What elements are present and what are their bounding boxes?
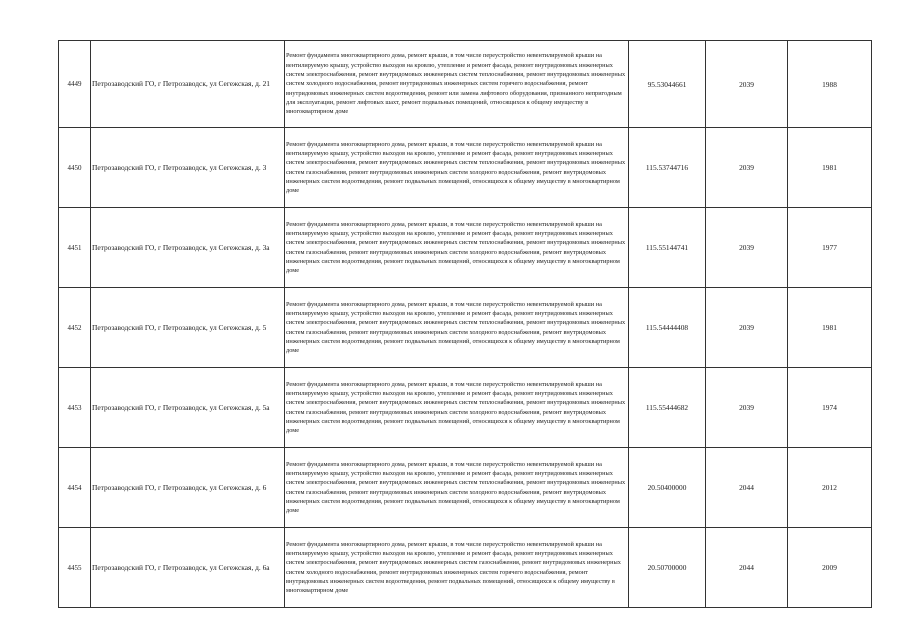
build-year-cell: 1981 (788, 128, 872, 208)
works-cell: Ремонт фундамента многоквартирного дома, ремонт крыши, в том числе переустройство невентилируемой крыши на вентилируемую крышу, устройство выходов на кровлю, утепление и ремонт фасада, ремонт внутридомовых инженерных систем электроснабжения, ремонт внутридомовых инженерных систем теплоснабжения, ремонт внутридомовых инженерных систем газоснабжения, ремонт внутридомовых инженерных систем холодного водоснабжения, ремонт внутридомовых инженерных систем водоотведения, ремонт подвальных помещений, относящихся к общему имуществу в многоквартирном доме (285, 368, 629, 448)
row-number: 4453 (59, 368, 91, 448)
value-cell: 115.55444682 (629, 368, 706, 448)
table-row (59, 448, 872, 528)
table-row (59, 528, 872, 608)
address-cell: Петрозаводский ГО, г Петрозаводск, ул Сегежская, д. 5а (91, 368, 285, 448)
value-cell: 115.54444408 (629, 288, 706, 368)
works-cell: Ремонт фундамента многоквартирного дома, ремонт крыши, в том числе переустройство невентилируемой крыши на вентилируемую крышу, устройство выходов на кровлю, утепление и ремонт фасада, ремонт внутридомовых инженерных систем электроснабжения, ремонт внутридомовых инженерных систем теплоснабжения, ремонт внутридомовых инженерных систем газоснабжения, ремонт внутридомовых инженерных систем холодного водоснабжения, ремонт внутридомовых инженерных систем водоотведения, ремонт подвальных помещений, относящихся к общему имуществу в многоквартирном доме (285, 448, 629, 528)
table-row (59, 208, 872, 288)
address-cell: Петрозаводский ГО, г Петрозаводск, ул Сегежская, д. 3а (91, 208, 285, 288)
value-cell: 20.50400000 (629, 448, 706, 528)
address-cell: Петрозаводский ГО, г Петрозаводск, ул Сегежская, д. 6 (91, 448, 285, 528)
housing-register-table (58, 40, 872, 608)
works-cell: Ремонт фундамента многоквартирного дома, ремонт крыши, в том числе переустройство невентилируемой крыши на вентилируемую крышу, устройство выходов на кровлю, утепление и ремонт фасада, ремонт внутридомовых инженерных систем электроснабжения, ремонт внутридомовых инженерных систем газоснабжения, ремонт внутридомовых инженерных систем холодного водоснабжения, ремонт внутридомовых инженерных систем горячего водоснабжения, ремонт внутридомовых инженерных систем водоотведения, ремонт подвальных помещений, относящихся к общему имуществу в многоквартирном доме (285, 528, 629, 608)
address-cell: Петрозаводский ГО, г Петрозаводск, ул Сегежская, д. 5 (91, 288, 285, 368)
planned-year-cell: 2039 (706, 288, 788, 368)
planned-year-cell: 2044 (706, 528, 788, 608)
address-cell: Петрозаводский ГО, г Петрозаводск, ул Сегежская, д. 21 (91, 41, 285, 128)
row-number: 4450 (59, 128, 91, 208)
planned-year-cell: 2039 (706, 208, 788, 288)
works-cell: Ремонт фундамента многоквартирного дома, ремонт крыши, в том числе переустройство невентилируемой крыши на вентилируемую крышу, устройство выходов на кровлю, утепление и ремонт фасада, ремонт внутридомовых инженерных систем электроснабжения, ремонт внутридомовых инженерных систем теплоснабжения, ремонт внутридомовых инженерных систем газоснабжения, ремонт внутридомовых инженерных систем холодного водоснабжения, ремонт внутридомовых инженерных систем водоотведения, ремонт подвальных помещений, относящихся к общему имуществу в многоквартирном доме (285, 208, 629, 288)
planned-year-cell: 2039 (706, 368, 788, 448)
value-cell: 20.50700000 (629, 528, 706, 608)
works-cell: Ремонт фундамента многоквартирного дома, ремонт крыши, в том числе переустройство невентилируемой крыши на вентилируемую крышу, устройство выходов на кровлю, утепление и ремонт фасада, ремонт внутридомовых инженерных систем электроснабжения, ремонт внутридомовых инженерных систем теплоснабжения, ремонт внутридомовых инженерных систем газоснабжения, ремонт внутридомовых инженерных систем холодного водоснабжения, ремонт внутридомовых инженерных систем водоотведения, ремонт подвальных помещений, относящихся к общему имуществу в многоквартирном доме (285, 288, 629, 368)
row-number: 4455 (59, 528, 91, 608)
planned-year-cell: 2039 (706, 41, 788, 128)
build-year-cell: 2009 (788, 528, 872, 608)
planned-year-cell: 2044 (706, 448, 788, 528)
build-year-cell: 1988 (788, 41, 872, 128)
value-cell: 115.53744716 (629, 128, 706, 208)
row-number: 4452 (59, 288, 91, 368)
row-number: 4454 (59, 448, 91, 528)
build-year-cell: 2012 (788, 448, 872, 528)
row-number: 4451 (59, 208, 91, 288)
table-row (59, 128, 872, 208)
build-year-cell: 1974 (788, 368, 872, 448)
value-cell: 95.53044661 (629, 41, 706, 128)
table-row (59, 288, 872, 368)
row-number: 4449 (59, 41, 91, 128)
value-cell: 115.55144741 (629, 208, 706, 288)
works-cell: Ремонт фундамента многоквартирного дома, ремонт крыши, в том числе переустройство невентилируемой крыши на вентилируемую крышу, устройство выходов на кровлю, утепление и ремонт фасада, ремонт внутридомовых инженерных систем электроснабжения, ремонт внутридомовых инженерных систем теплоснабжения, ремонт внутридомовых инженерных систем холодного водоснабжения, ремонт внутридомовых инженерных систем горячего водоснабжения, ремонт внутридомовых инженерных систем водоотведения, ремонт или замена лифтового оборудования, признанного непригодным для эксплуатации, ремонт лифтовых шахт, ремонт подвальных помещений, относящихся к общему имуществу в многоквартирном доме (285, 41, 629, 128)
build-year-cell: 1981 (788, 288, 872, 368)
address-cell: Петрозаводский ГО, г Петрозаводск, ул Сегежская, д. 3 (91, 128, 285, 208)
build-year-cell: 1977 (788, 208, 872, 288)
table-row (59, 41, 872, 128)
address-cell: Петрозаводский ГО, г Петрозаводск, ул Сегежская, д. 6а (91, 528, 285, 608)
table-row (59, 368, 872, 448)
planned-year-cell: 2039 (706, 128, 788, 208)
works-cell: Ремонт фундамента многоквартирного дома, ремонт крыши, в том числе переустройство невентилируемой крыши на вентилируемую крышу, устройство выходов на кровлю, утепление и ремонт фасада, ремонт внутридомовых инженерных систем электроснабжения, ремонт внутридомовых инженерных систем теплоснабжения, ремонт внутридомовых инженерных систем газоснабжения, ремонт внутридомовых инженерных систем холодного водоснабжения, ремонт внутридомовых инженерных систем водоотведения, ремонт подвальных помещений, относящихся к общему имуществу в многоквартирном доме (285, 128, 629, 208)
